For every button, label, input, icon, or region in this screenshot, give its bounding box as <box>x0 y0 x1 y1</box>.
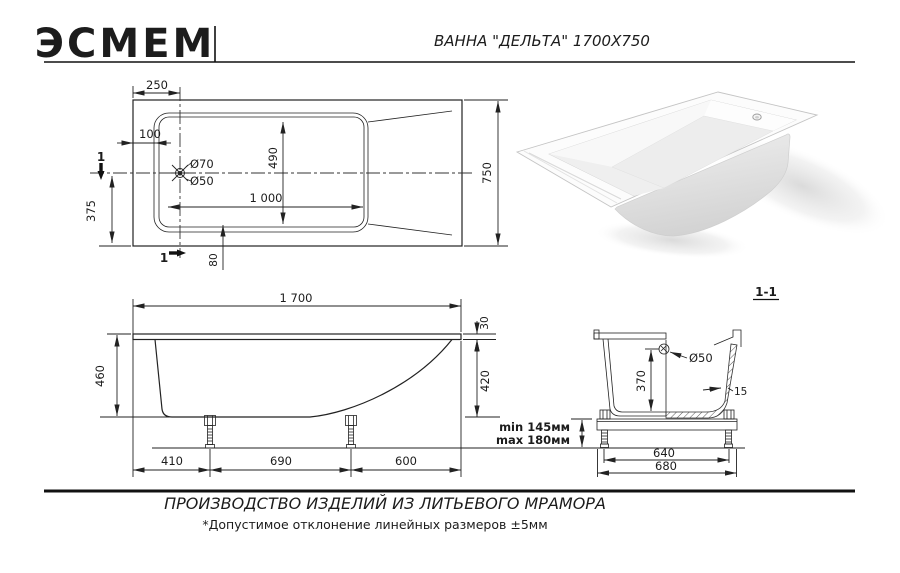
top-view-drawing <box>84 78 508 270</box>
dim-1000: 1 000 <box>249 191 283 205</box>
production-note: ПРОИЗВОДСТВО ИЗДЕЛИЙ ИЗ ЛИТЬЕВОГО МРАМОРА <box>164 494 606 513</box>
feet-max-height: max 180мм <box>496 433 570 447</box>
dim-section-d50: Ø50 <box>689 351 713 365</box>
dim-375: 375 <box>84 200 98 222</box>
rim-edge <box>133 334 461 340</box>
dim-600: 600 <box>395 454 417 468</box>
header <box>35 21 855 67</box>
drawing-title: ВАННА "ДЕЛЬТА" 1700X750 <box>434 32 650 50</box>
overflow-hole-section <box>659 344 669 354</box>
tub-bottom-edge <box>159 117 364 227</box>
dim-drain-hole: Ø50 <box>190 174 214 188</box>
dim-460: 460 <box>93 365 107 387</box>
dim-1700: 1 700 <box>279 291 313 305</box>
overflow-hole-center <box>755 116 759 119</box>
svg-text:1: 1 <box>96 150 106 164</box>
company-logo: ЭСМЕМ <box>34 21 216 67</box>
section-label: 1-1 <box>755 285 777 299</box>
tub-profile <box>155 340 452 418</box>
footer <box>44 491 855 532</box>
adjustable-foot <box>205 416 216 449</box>
dim-420: 420 <box>478 370 492 392</box>
dim-680: 680 <box>655 459 677 473</box>
dim-30: 30 <box>479 316 491 330</box>
tolerance-note: *Допустимое отклонение линейных размеров ±5мм <box>202 517 548 532</box>
tub-3d-render <box>517 92 900 265</box>
dim-15: 15 <box>734 386 748 398</box>
dim-640: 640 <box>653 446 675 460</box>
dim-410: 410 <box>161 454 183 468</box>
section-mark-top <box>97 150 105 180</box>
feet-min-height: min 145мм <box>499 420 570 434</box>
slope-edge-bottom <box>368 224 452 235</box>
dim-370: 370 <box>634 370 648 392</box>
dim-250: 250 <box>146 78 168 92</box>
dim-drain-flange: Ø70 <box>190 157 214 171</box>
dim-100: 100 <box>139 127 161 141</box>
dim-80: 80 <box>208 253 220 267</box>
dim-750: 750 <box>480 162 494 184</box>
svg-text:1: 1 <box>159 251 169 265</box>
section-mark-bottom <box>160 250 186 266</box>
tub-inner-rim <box>154 113 368 232</box>
adjustable-foot <box>346 416 357 449</box>
slope-edge-top <box>368 111 452 122</box>
dim-490: 490 <box>266 147 280 169</box>
dim-690: 690 <box>270 454 292 468</box>
